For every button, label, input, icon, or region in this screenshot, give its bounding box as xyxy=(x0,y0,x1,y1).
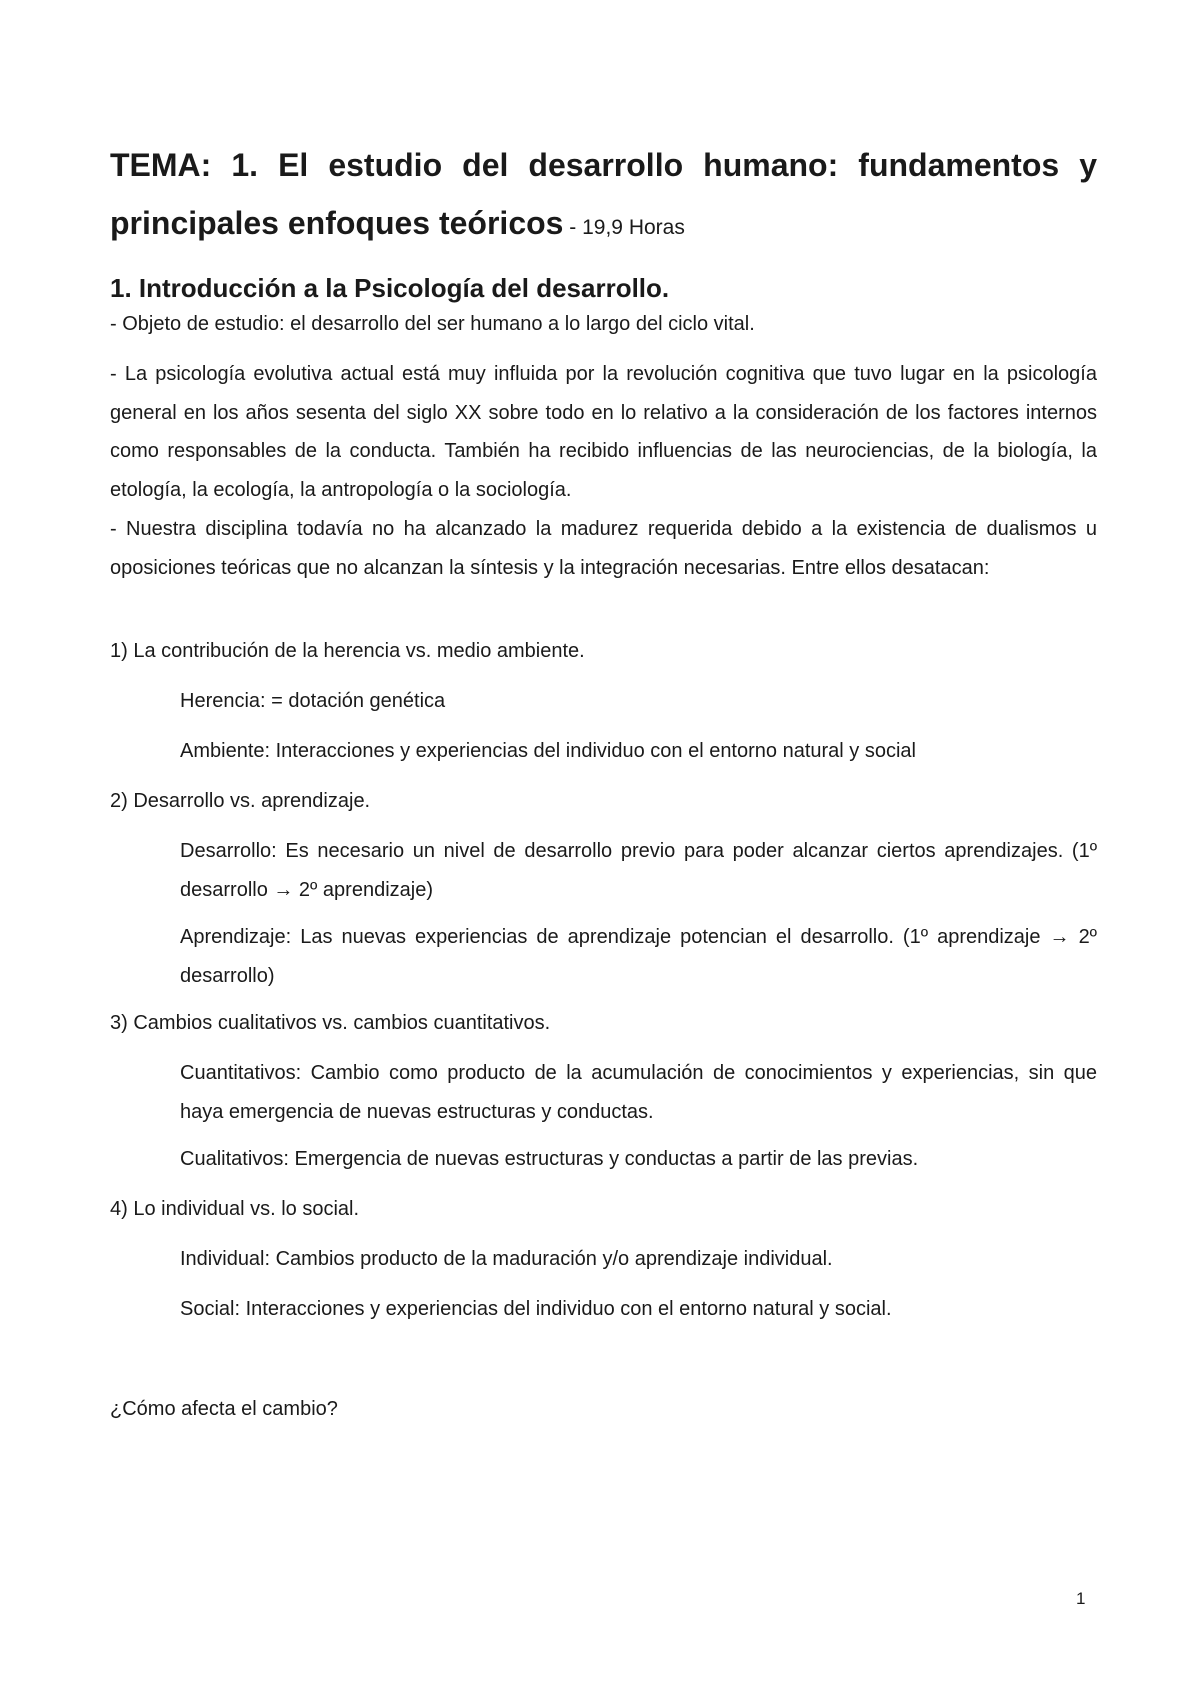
paragraph-psicologia-evolutiva: - La psicología evolutiva actual está muy influida por la revolución cognitiva que tuvo lugar en la psicología general en los años sesenta del siglo XX sobre todo en lo relativo a la consideración de los factores internos como responsables de la conducta. También ha recibido influencias de las neurociencias, de la biología, la etología, la ecología, la antropología o la sociología. xyxy=(110,363,1097,501)
page-number: 1 xyxy=(1076,1589,1086,1608)
section-heading: 1. Introducción a la Psicología del desarrollo. xyxy=(110,273,670,303)
question-cambio: ¿Cómo afecta el cambio? xyxy=(110,1398,338,1420)
list-item-individual-social: 4) Lo individual vs. lo social. xyxy=(110,1198,360,1220)
sub-item-herencia: Herencia: = dotación genética xyxy=(180,690,446,712)
list-item-desarrollo-aprendizaje: 2) Desarrollo vs. aprendizaje. xyxy=(110,790,371,812)
sub-item-aprendizaje: Aprendizaje: Las nuevas experiencias de aprendizaje potencian el desarrollo. (1º aprendizaje → 2º desarrollo) xyxy=(180,926,1097,987)
document-title xyxy=(110,136,1097,257)
list-item-herencia-ambiente: 1) La contribución de la herencia vs. medio ambiente. xyxy=(110,640,585,662)
paragraph-objeto: - Objeto de estudio: el desarrollo del ser humano a lo largo del ciclo vital. xyxy=(110,313,755,335)
sub-item-desarrollo: Desarrollo: Es necesario un nivel de desarrollo previo para poder alcanzar ciertos aprendizajes. (1º desarrollo → 2º aprendizaje) xyxy=(180,840,1097,901)
sub-item-ambiente: Ambiente: Interacciones y experiencias del individuo con el entorno natural y social xyxy=(180,740,916,762)
sub-item-social: Social: Interacciones y experiencias del individuo con el entorno natural y social. xyxy=(180,1298,892,1320)
sub-item-cuantitativos: Cuantitativos: Cambio como producto de la acumulación de conocimientos y experiencias, sin que haya emergencia de nuevas estructuras y conductas. xyxy=(180,1062,1097,1123)
sub-item-individual: Individual: Cambios producto de la maduración y/o aprendizaje individual. xyxy=(180,1248,833,1270)
list-item-cambios: 3) Cambios cualitativos vs. cambios cuantitativos. xyxy=(110,1012,551,1034)
sub-item-cualitativos: Cualitativos: Emergencia de nuevas estructuras y conductas a partir de las previas. xyxy=(180,1148,919,1170)
title-hours: - 19,9 Horas xyxy=(563,216,685,239)
title-text: TEMA: 1. El estudio del desarrollo humano: fundamentos y principales enfoques teóricos xyxy=(110,147,1097,241)
paragraph-disciplina: - Nuestra disciplina todavía no ha alcanzado la madurez requerida debido a la existencia de dualismos u oposiciones teóricas que no alcanzan la síntesis y la integración necesarias. Entre ellos desatacan: xyxy=(110,518,1097,579)
